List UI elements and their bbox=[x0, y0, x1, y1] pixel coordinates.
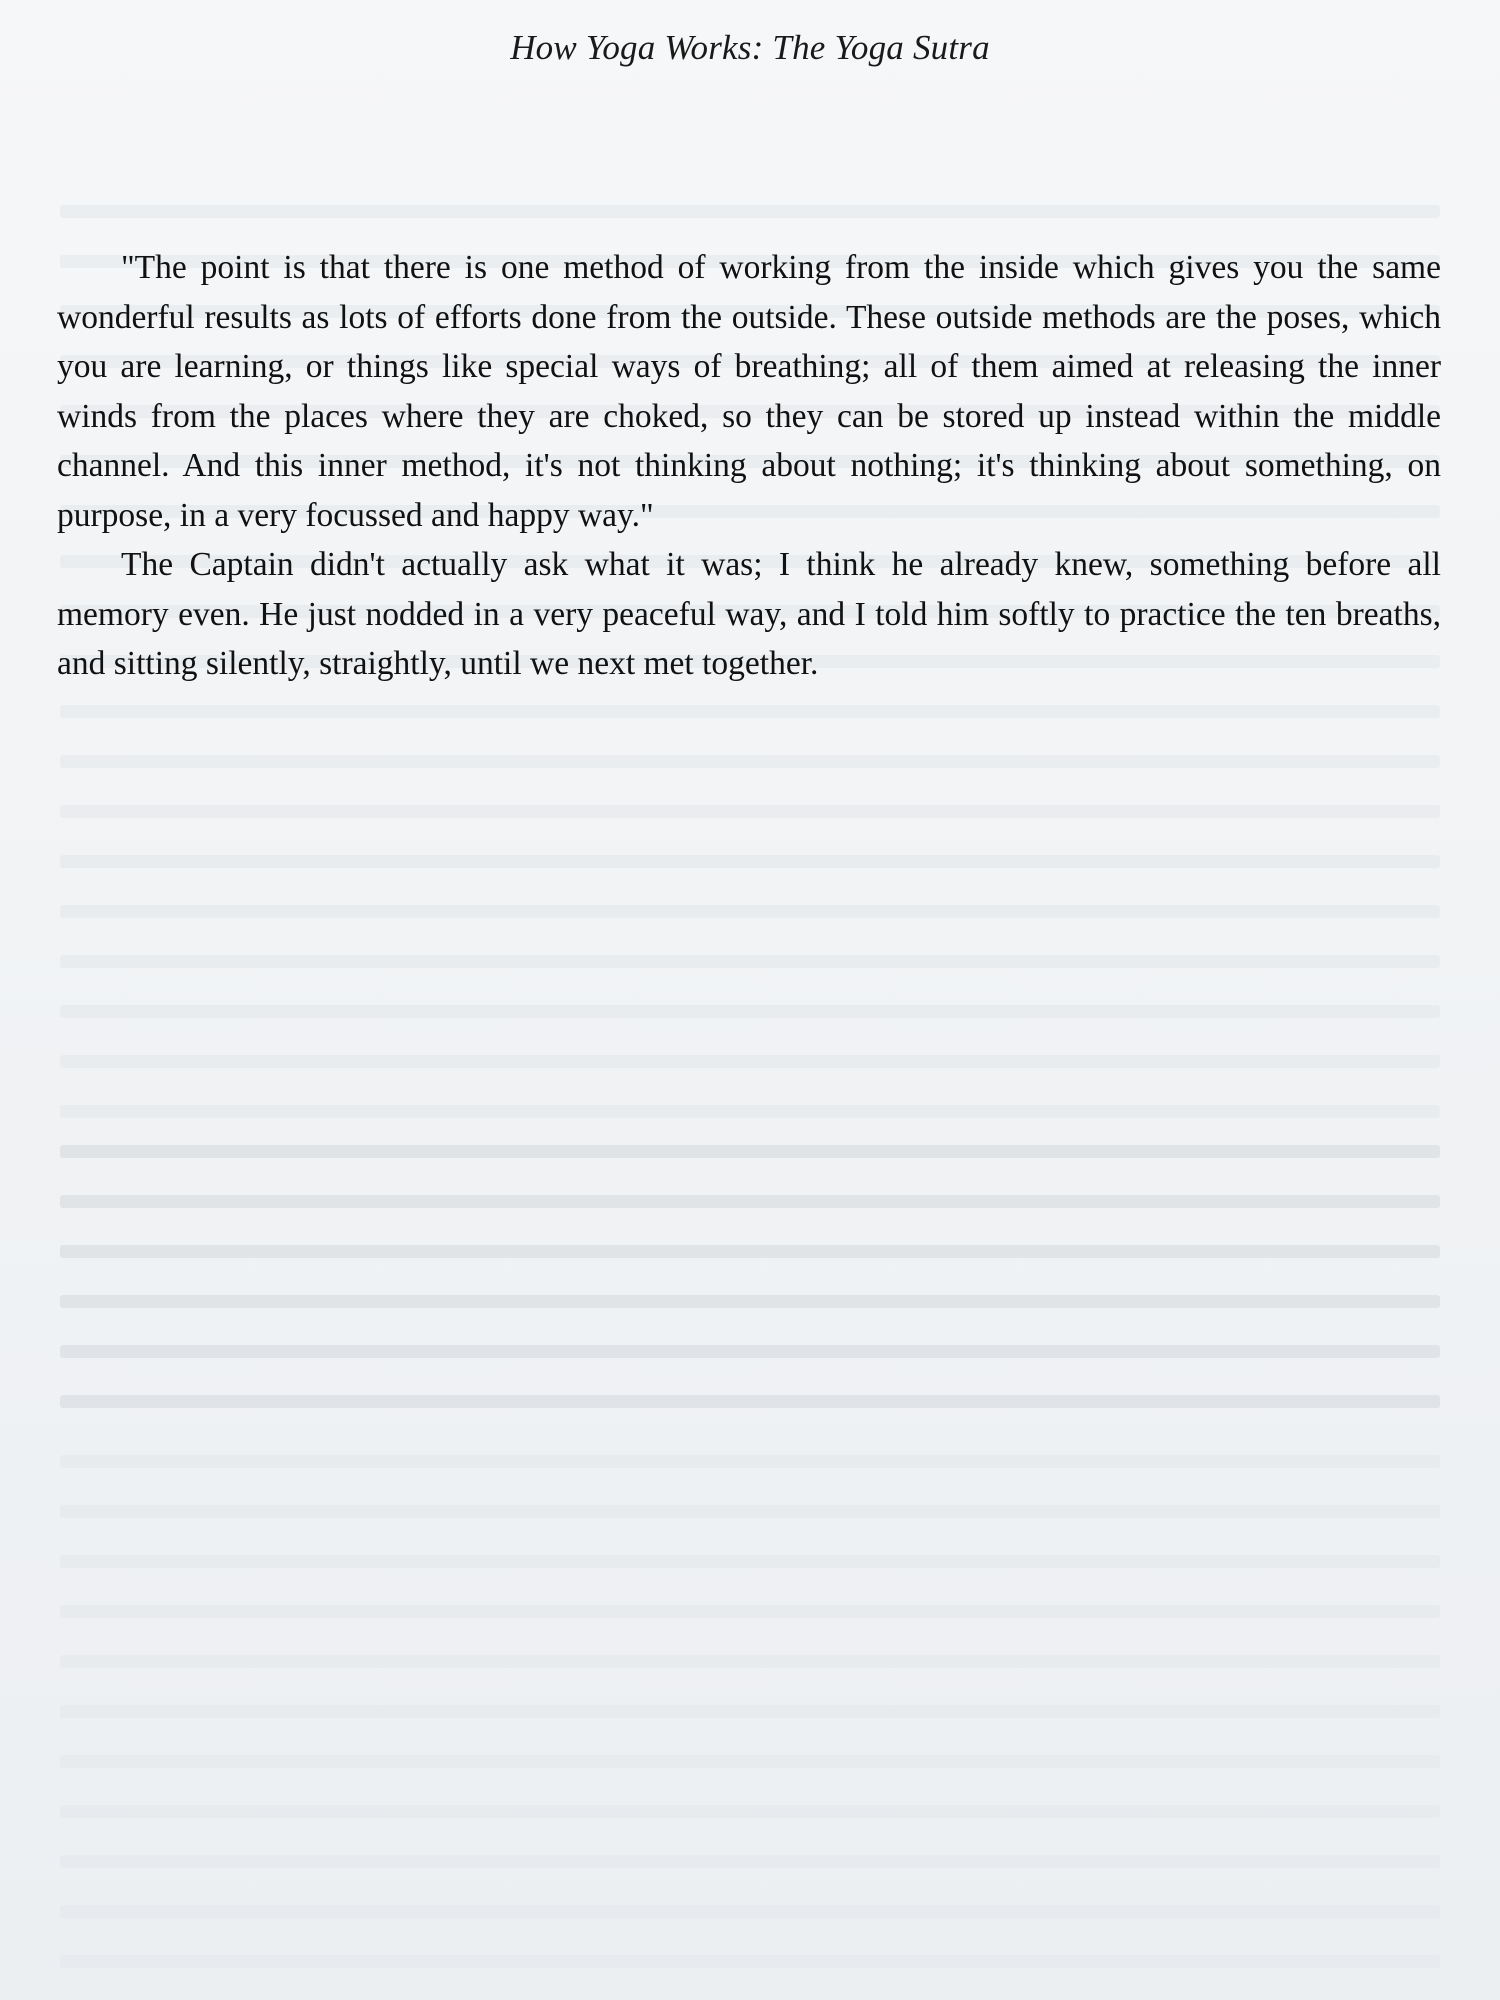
paragraph: The Captain didn't actually ask what it was; I think he already knew, something before all memory even. He just nodded in a very peaceful way, and I told him softly to practice the ten breaths, and sitting silently, straightly, until we next met together. bbox=[57, 546, 1441, 682]
running-head-title: How Yoga Works: The Yoga Sutra bbox=[510, 28, 990, 67]
body-text bbox=[57, 243, 1441, 689]
paragraph: "The point is that there is one method of working from the inside which gives you the same wonderful results as lots of efforts done from the outside. These outside methods are the poses, which you are learning, or things like special ways of breathing; all of them aimed at releasing the inner winds from the places where they are choked, so they can be stored up instead within the middle channel. And this inner method, it's not thinking about nothing; it's thinking about something, on purpose, in a very focussed and happy way." bbox=[57, 249, 1441, 534]
